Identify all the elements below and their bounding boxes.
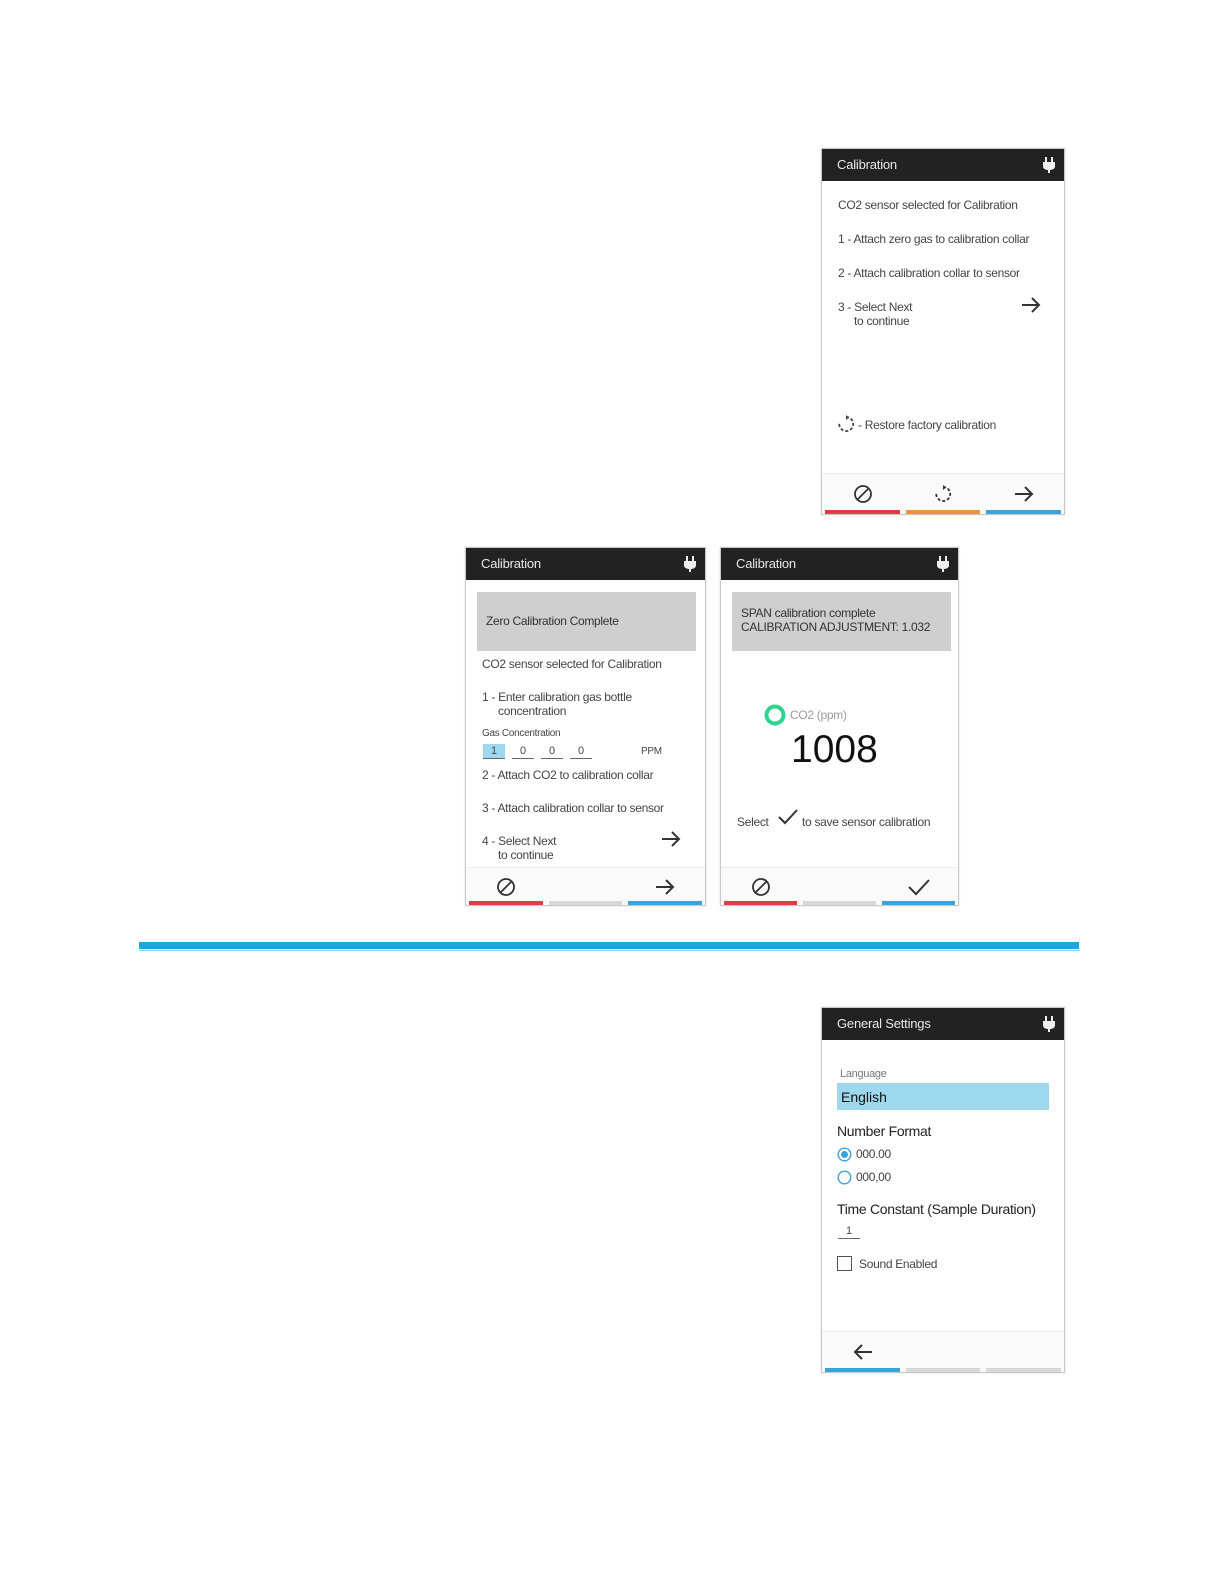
sound-enabled-toggle[interactable] [837,1255,997,1273]
titlebar [466,548,705,580]
titlebar [721,548,958,580]
format-option-1-label: 000.00 [856,1147,891,1161]
footer-toolbar [466,867,705,905]
power-plug-icon [1042,157,1056,173]
screen-title: General Settings [837,1016,931,1031]
gas-digit-1[interactable]: 1 [483,744,505,759]
gas-concentration-label: Gas Concentration [482,728,561,739]
titlebar [822,149,1064,181]
format-option-dot[interactable] [837,1146,997,1163]
footer-toolbar [721,867,958,905]
gas-unit: PPM [641,746,662,757]
next-indicator [628,901,702,905]
save-indicator [882,901,955,905]
language-value: English [841,1089,887,1105]
arrow-right-icon[interactable] [1020,295,1042,315]
step-2: 2 - Attach calibration collar to sensor [838,266,1020,280]
hint-pre: Select [737,815,769,829]
gas-digit-2[interactable]: 0 [512,744,534,759]
sensor-heading: CO2 sensor selected for Calibration [482,657,662,671]
number-format-label: Number Format [837,1123,932,1139]
step-4-line2: to continue [498,848,554,862]
radio-unselected-icon [837,1170,852,1185]
checkmark-icon [777,808,799,826]
screen-title: Calibration [736,556,796,571]
next-indicator [986,510,1061,514]
step-3: 3 - Attach calibration collar to sensor [482,801,664,815]
language-label: Language [840,1068,887,1080]
checkbox-icon [837,1256,852,1271]
step-1: 1 - Attach zero gas to calibration collar [838,232,1030,246]
gas-digit-4[interactable]: 0 [570,744,592,759]
cancel-button[interactable] [822,474,903,514]
banner-text: Zero Calibration Complete [486,614,619,628]
checkmark-icon [907,878,931,896]
status-ring-icon [764,704,786,726]
next-button[interactable] [625,868,705,905]
cancel-indicator [825,510,900,514]
cancel-button[interactable] [466,868,546,905]
blank-indicator [986,1368,1061,1372]
format-option-comma[interactable] [837,1169,997,1186]
blank-button-2 [983,1332,1064,1372]
reading-label: CO2 (ppm) [790,708,847,722]
restore-label: - Restore factory calibration [858,418,997,432]
sensor-heading: CO2 sensor selected for Calibration [838,198,1018,212]
time-constant-input[interactable]: 1 [838,1224,860,1239]
section-divider-shadow [139,950,1079,951]
status-banner [477,592,696,651]
step-3-line2: to continue [854,314,910,328]
blank-indicator [549,901,622,905]
footer-toolbar [822,1331,1064,1372]
cancel-indicator [469,901,543,905]
power-plug-icon [683,556,697,572]
back-indicator [825,1368,900,1372]
next-button[interactable] [983,474,1064,514]
time-constant-label: Time Constant (Sample Duration) [837,1201,1036,1217]
status-banner [732,592,951,651]
blank-indicator [803,901,876,905]
restore-icon [837,415,855,433]
restore-indicator [906,510,980,514]
calibration-screen-zero-complete [465,547,706,906]
step-4-line1: 4 - Select Next [482,834,557,848]
language-select[interactable] [837,1083,1049,1110]
blank-button [800,868,879,905]
back-button[interactable] [822,1332,903,1372]
gas-digit-3[interactable]: 0 [541,744,563,759]
hint-post: to save sensor calibration [802,815,931,829]
power-plug-icon [1042,1016,1056,1032]
co2-reading-value: 1008 [791,728,878,771]
screen-title: Calibration [481,556,541,571]
step-3-line1: 3 - Select Next [838,300,913,314]
calibration-screen-start [821,148,1065,515]
power-plug-icon [936,556,950,572]
section-divider [139,942,1079,949]
calibration-screen-span-complete [720,547,959,906]
footer-toolbar [822,473,1064,514]
arrow-right-icon [654,877,676,897]
screen-title: Calibration [837,157,897,172]
banner-line1: SPAN calibration complete [741,606,876,620]
step-1-line1: 1 - Enter calibration gas bottle [482,690,632,704]
blank-indicator [906,1368,980,1372]
cancel-button[interactable] [721,868,800,905]
cancel-icon [751,877,771,897]
sound-enabled-label: Sound Enabled [859,1257,938,1271]
radio-selected-icon [837,1147,852,1162]
format-option-2-label: 000,00 [856,1170,891,1184]
cancel-icon [496,877,516,897]
restore-button[interactable] [903,474,983,514]
titlebar [822,1008,1064,1040]
step-1-line2: concentration [498,704,567,718]
arrow-right-icon [1013,484,1035,504]
restore-icon [934,485,952,503]
step-2: 2 - Attach CO2 to calibration collar [482,768,654,782]
save-button[interactable] [879,868,958,905]
arrow-left-icon [852,1342,874,1362]
cancel-indicator [724,901,797,905]
banner-line2: CALIBRATION ADJUSTMENT: 1.032 [741,620,931,634]
blank-button-1 [903,1332,983,1372]
cancel-icon [853,484,873,504]
general-settings-screen [821,1007,1065,1373]
arrow-right-icon[interactable] [660,829,682,849]
blank-button [546,868,625,905]
